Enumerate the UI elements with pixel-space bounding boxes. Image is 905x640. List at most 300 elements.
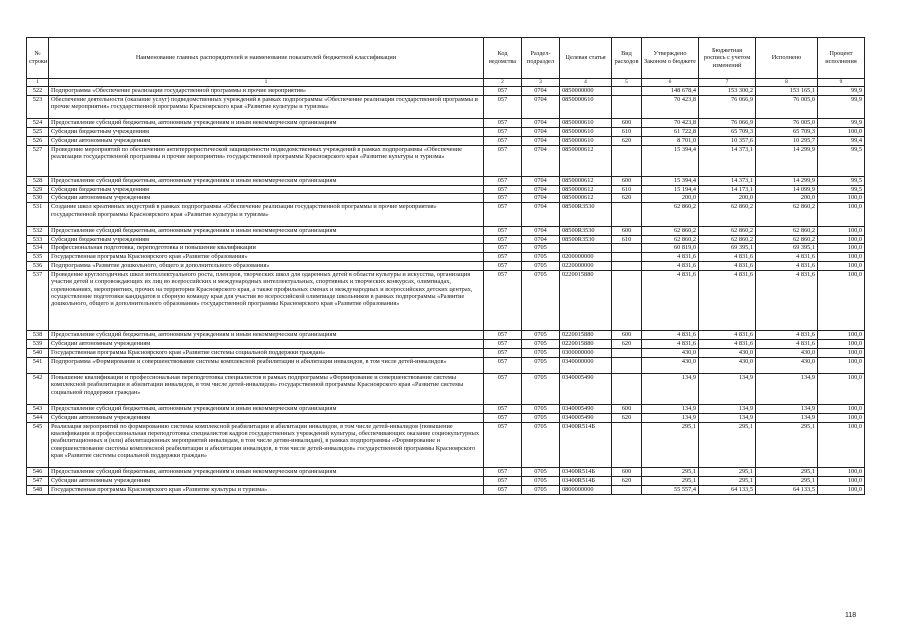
table-row — [27, 331, 865, 340]
approved-amount-cell: 295,1 — [642, 468, 699, 477]
expense-kind-cell — [612, 422, 642, 468]
expense-kind-cell: 600 — [612, 226, 642, 235]
target-article-cell: 08500R3530 — [560, 203, 612, 227]
expense-kind-cell — [612, 373, 642, 404]
expense-kind-cell: 600 — [612, 119, 642, 128]
expense-kind-cell — [612, 95, 642, 119]
percent-cell: 100,0 — [818, 413, 865, 422]
row-number-cell: 547 — [27, 477, 49, 486]
percent-cell: 100,0 — [818, 357, 865, 373]
section-cell: 0705 — [522, 404, 560, 413]
table-row — [27, 348, 865, 357]
table-row — [27, 373, 865, 404]
column-index-row — [27, 79, 865, 87]
table-header-row — [27, 38, 865, 79]
column-index-cell: 1 — [49, 79, 484, 87]
executed-amount-cell: 4 831,6 — [756, 331, 818, 340]
approved-amount-cell: 55 557,4 — [642, 485, 699, 494]
approved-amount-cell: 60 819,0 — [642, 244, 699, 253]
executed-amount-cell: 295,1 — [756, 422, 818, 468]
section-cell: 0705 — [522, 373, 560, 404]
table-row — [27, 244, 865, 253]
percent-cell: 100,0 — [818, 261, 865, 270]
table-row — [27, 468, 865, 477]
approved-amount-cell: 4 831,6 — [642, 331, 699, 340]
table-row — [27, 253, 865, 262]
row-number-cell: 537 — [27, 270, 49, 331]
target-article-cell: 0850000612 — [560, 145, 612, 176]
expense-kind-cell — [612, 145, 642, 176]
executed-amount-cell: 4 831,6 — [756, 261, 818, 270]
dept-code-cell: 057 — [484, 235, 522, 244]
approved-amount-cell: 134,9 — [642, 404, 699, 413]
row-number-cell: 529 — [27, 185, 49, 194]
budget-amount-cell: 10 357,6 — [699, 136, 756, 145]
expense-kind-cell: 620 — [612, 413, 642, 422]
item-name-cell: Подпрограмма «Обеспечение реализации государственной программы и прочие мероприятия» — [49, 87, 484, 96]
executed-amount-cell: 62 860,2 — [756, 226, 818, 235]
section-cell: 0704 — [522, 235, 560, 244]
approved-amount-cell: 295,1 — [642, 477, 699, 486]
row-number-cell: 532 — [27, 226, 49, 235]
target-article-cell: 08500R3530 — [560, 226, 612, 235]
expense-kind-cell: 600 — [612, 331, 642, 340]
table-row — [27, 340, 865, 349]
expense-kind-cell — [612, 244, 642, 253]
dept-code-cell: 057 — [484, 203, 522, 227]
dept-code-cell: 057 — [484, 357, 522, 373]
budget-amount-cell: 4 831,6 — [699, 340, 756, 349]
budget-amount-cell: 76 066,9 — [699, 119, 756, 128]
section-cell: 0705 — [522, 261, 560, 270]
dept-code-cell: 057 — [484, 404, 522, 413]
header-approved: Утверждено Законом о бюджете — [642, 38, 699, 79]
expense-kind-cell — [612, 261, 642, 270]
item-name-cell: Подпрограмма «Формирование и совершенствование системы комплексной реабилитации и абилитации инвалидов, в том числе детей-инвалидов» — [49, 357, 484, 373]
budget-amount-cell: 14 373,1 — [699, 145, 756, 176]
dept-code-cell: 057 — [484, 119, 522, 128]
percent-cell: 100,0 — [818, 373, 865, 404]
expense-kind-cell — [612, 357, 642, 373]
table-row — [27, 185, 865, 194]
approved-amount-cell: 134,9 — [642, 373, 699, 404]
column-index-cell: 1 — [27, 79, 49, 87]
item-name-cell: Субсидии бюджетным учреждениям — [49, 128, 484, 137]
budget-amount-cell: 134,9 — [699, 373, 756, 404]
executed-amount-cell: 134,9 — [756, 404, 818, 413]
budget-amount-cell: 134,9 — [699, 413, 756, 422]
dept-code-cell: 057 — [484, 477, 522, 486]
row-number-cell: 546 — [27, 468, 49, 477]
row-number-cell: 527 — [27, 145, 49, 176]
executed-amount-cell: 430,0 — [756, 357, 818, 373]
approved-amount-cell: 70 423,8 — [642, 95, 699, 119]
target-article-cell: 0300000000 — [560, 348, 612, 357]
percent-cell: 100,0 — [818, 340, 865, 349]
section-cell: 0704 — [522, 185, 560, 194]
target-article-cell: 0850000612 — [560, 185, 612, 194]
budget-amount-cell: 69 395,1 — [699, 244, 756, 253]
dept-code-cell: 057 — [484, 485, 522, 494]
section-cell: 0705 — [522, 468, 560, 477]
executed-amount-cell: 64 133,5 — [756, 485, 818, 494]
expense-kind-cell — [612, 253, 642, 262]
executed-amount-cell: 14 299,9 — [756, 176, 818, 185]
column-index-cell: 4 — [560, 79, 612, 87]
executed-amount-cell: 14 299,9 — [756, 145, 818, 176]
dept-code-cell: 057 — [484, 270, 522, 331]
section-cell: 0705 — [522, 357, 560, 373]
expense-kind-cell: 600 — [612, 404, 642, 413]
column-index-cell: 6 — [642, 79, 699, 87]
section-cell: 0705 — [522, 244, 560, 253]
dept-code-cell: 057 — [484, 413, 522, 422]
item-name-cell: Субсидии автономным учреждениям — [49, 413, 484, 422]
executed-amount-cell: 76 005,0 — [756, 95, 818, 119]
table-row — [27, 136, 865, 145]
percent-cell: 99,4 — [818, 136, 865, 145]
table-row — [27, 203, 865, 227]
item-name-cell: Повышение квалификации и профессиональная переподготовка специалистов в рамках подпрограммы «Формирование и совершенствование системы комплексной реабилитации и абилитации инвалидов, в том числе детей-инвалидов» государственной программы Красноярского края «Развитие системы социальной поддержки граждан» — [49, 373, 484, 404]
executed-amount-cell: 153 165,1 — [756, 87, 818, 96]
approved-amount-cell: 430,0 — [642, 357, 699, 373]
page-number: 118 — [845, 612, 857, 619]
expense-kind-cell: 600 — [612, 468, 642, 477]
section-cell: 0705 — [522, 270, 560, 331]
dept-code-cell: 057 — [484, 226, 522, 235]
budget-amount-cell: 76 066,9 — [699, 95, 756, 119]
target-article-cell: 0220015880 — [560, 331, 612, 340]
expense-kind-cell: 620 — [612, 194, 642, 203]
target-article-cell: 03400R514Б — [560, 468, 612, 477]
item-name-cell: Обеспечение деятельности (оказание услуг) подведомственных учреждений в рамках подпрограммы «Обеспечение реализации государственной программы и прочие мероприятия» государственной программы Красноярского края «Развитие культуры и туризма» — [49, 95, 484, 119]
table-row — [27, 270, 865, 331]
item-name-cell: Государственная программа Красноярского края «Развитие культуры и туризма» — [49, 485, 484, 494]
budget-table — [26, 37, 865, 495]
dept-code-cell: 057 — [484, 185, 522, 194]
section-cell: 0705 — [522, 253, 560, 262]
approved-amount-cell: 8 701,0 — [642, 136, 699, 145]
budget-amount-cell: 62 860,2 — [699, 203, 756, 227]
dept-code-cell: 057 — [484, 331, 522, 340]
table-row — [27, 194, 865, 203]
target-article-cell: 0800000000 — [560, 485, 612, 494]
percent-cell: 100,0 — [818, 477, 865, 486]
section-cell: 0705 — [522, 340, 560, 349]
executed-amount-cell: 430,0 — [756, 348, 818, 357]
budget-amount-cell: 430,0 — [699, 348, 756, 357]
dept-code-cell: 057 — [484, 253, 522, 262]
executed-amount-cell: 10 295,7 — [756, 136, 818, 145]
executed-amount-cell: 134,9 — [756, 413, 818, 422]
percent-cell: 100,0 — [818, 235, 865, 244]
row-number-cell: 528 — [27, 176, 49, 185]
executed-amount-cell: 295,1 — [756, 477, 818, 486]
budget-amount-cell: 430,0 — [699, 357, 756, 373]
approved-amount-cell: 295,1 — [642, 422, 699, 468]
column-index-cell: 2 — [484, 79, 522, 87]
row-number-cell: 538 — [27, 331, 49, 340]
row-number-cell: 526 — [27, 136, 49, 145]
approved-amount-cell: 62 860,2 — [642, 226, 699, 235]
executed-amount-cell: 4 831,6 — [756, 253, 818, 262]
column-index-cell: 7 — [699, 79, 756, 87]
target-article-cell: 0200000000 — [560, 253, 612, 262]
expense-kind-cell: 610 — [612, 235, 642, 244]
section-cell: 0705 — [522, 413, 560, 422]
target-article-cell: 0220000000 — [560, 261, 612, 270]
budget-amount-cell: 4 831,6 — [699, 331, 756, 340]
target-article-cell: 0340005490 — [560, 413, 612, 422]
executed-amount-cell: 14 099,9 — [756, 185, 818, 194]
percent-cell: 100,0 — [818, 348, 865, 357]
table-row — [27, 226, 865, 235]
table-row — [27, 119, 865, 128]
section-cell: 0704 — [522, 95, 560, 119]
target-article-cell: 0850000610 — [560, 128, 612, 137]
approved-amount-cell: 61 722,8 — [642, 128, 699, 137]
dept-code-cell: 057 — [484, 176, 522, 185]
header-target-article: Целевая статья — [560, 38, 612, 79]
dept-code-cell: 057 — [484, 340, 522, 349]
approved-amount-cell: 15 394,4 — [642, 176, 699, 185]
expense-kind-cell: 620 — [612, 477, 642, 486]
table-body — [27, 87, 865, 495]
percent-cell: 99,5 — [818, 176, 865, 185]
target-article-cell: 0850000610 — [560, 136, 612, 145]
item-name-cell: Субсидии автономным учреждениям — [49, 194, 484, 203]
percent-cell: 100,0 — [818, 331, 865, 340]
percent-cell: 100,0 — [818, 422, 865, 468]
header-executed: Исполнено — [756, 38, 818, 79]
table-row — [27, 357, 865, 373]
target-article-cell — [560, 244, 612, 253]
row-number-cell: 535 — [27, 253, 49, 262]
item-name-cell: Предоставление субсидий бюджетным, автономным учреждениям и иным некоммерческим организациям — [49, 119, 484, 128]
target-article-cell: 0340000000 — [560, 357, 612, 373]
section-cell: 0704 — [522, 176, 560, 185]
section-cell: 0704 — [522, 119, 560, 128]
expense-kind-cell — [612, 203, 642, 227]
row-number-cell: 534 — [27, 244, 49, 253]
table-row — [27, 485, 865, 494]
budget-amount-cell: 64 133,5 — [699, 485, 756, 494]
percent-cell: 100,0 — [818, 485, 865, 494]
target-article-cell: 0850000610 — [560, 119, 612, 128]
executed-amount-cell: 65 709,3 — [756, 128, 818, 137]
expense-kind-cell — [612, 87, 642, 96]
target-article-cell: 0340005490 — [560, 404, 612, 413]
dept-code-cell: 057 — [484, 194, 522, 203]
column-index-cell: 3 — [522, 79, 560, 87]
target-article-cell: 0850000610 — [560, 95, 612, 119]
executed-amount-cell: 62 860,2 — [756, 235, 818, 244]
row-number-cell: 524 — [27, 119, 49, 128]
item-name-cell: Государственная программа Красноярского края «Развитие образования» — [49, 253, 484, 262]
dept-code-cell: 057 — [484, 95, 522, 119]
target-article-cell: 03400R514Б — [560, 477, 612, 486]
dept-code-cell: 057 — [484, 87, 522, 96]
approved-amount-cell: 430,0 — [642, 348, 699, 357]
budget-amount-cell: 4 831,6 — [699, 261, 756, 270]
table-row — [27, 128, 865, 137]
section-cell: 0705 — [522, 422, 560, 468]
row-number-cell: 548 — [27, 485, 49, 494]
section-cell: 0704 — [522, 203, 560, 227]
row-number-cell: 531 — [27, 203, 49, 227]
budget-amount-cell: 153 300,2 — [699, 87, 756, 96]
dept-code-cell: 057 — [484, 136, 522, 145]
executed-amount-cell: 76 005,0 — [756, 119, 818, 128]
approved-amount-cell: 15 194,4 — [642, 185, 699, 194]
column-index-cell: 9 — [818, 79, 865, 87]
table-row — [27, 261, 865, 270]
target-article-cell: 0220015880 — [560, 340, 612, 349]
budget-amount-cell: 200,0 — [699, 194, 756, 203]
percent-cell: 99,9 — [818, 95, 865, 119]
item-name-cell: Предоставление субсидий бюджетным, автономным учреждениям и иным некоммерческим организациям — [49, 331, 484, 340]
budget-amount-cell: 62 860,2 — [699, 226, 756, 235]
expense-kind-cell: 600 — [612, 176, 642, 185]
header-expense-kind: Вид расходов — [612, 38, 642, 79]
item-name-cell: Подпрограмма «Развитие дошкольного, общего и дополнительного образования» — [49, 261, 484, 270]
percent-cell: 100,0 — [818, 253, 865, 262]
section-cell: 0704 — [522, 87, 560, 96]
target-article-cell: 03400R514Б — [560, 422, 612, 468]
approved-amount-cell: 15 394,4 — [642, 145, 699, 176]
item-name-cell: Предоставление субсидий бюджетным, автономным учреждениям и иным некоммерческим организациям — [49, 404, 484, 413]
item-name-cell: Субсидии автономным учреждениям — [49, 340, 484, 349]
header-name: Наименование главных распорядителей и наименование показателей бюджетной классификации — [49, 38, 484, 79]
executed-amount-cell: 4 831,6 — [756, 270, 818, 331]
percent-cell: 100,0 — [818, 404, 865, 413]
target-article-cell: 0340005490 — [560, 373, 612, 404]
dept-code-cell: 057 — [484, 422, 522, 468]
expense-kind-cell — [612, 485, 642, 494]
budget-amount-cell: 62 860,2 — [699, 235, 756, 244]
table-row — [27, 422, 865, 468]
approved-amount-cell: 62 860,2 — [642, 235, 699, 244]
budget-amount-cell: 295,1 — [699, 468, 756, 477]
budget-amount-cell: 65 709,3 — [699, 128, 756, 137]
section-cell: 0705 — [522, 485, 560, 494]
expense-kind-cell: 620 — [612, 340, 642, 349]
row-number-cell: 539 — [27, 340, 49, 349]
approved-amount-cell: 4 831,6 — [642, 270, 699, 331]
section-cell: 0705 — [522, 331, 560, 340]
row-number-cell: 541 — [27, 357, 49, 373]
expense-kind-cell: 620 — [612, 136, 642, 145]
executed-amount-cell: 295,1 — [756, 468, 818, 477]
percent-cell: 100,0 — [818, 128, 865, 137]
approved-amount-cell: 200,0 — [642, 194, 699, 203]
item-name-cell: Предоставление субсидий бюджетным, автономным учреждениям и иным некоммерческим организациям — [49, 226, 484, 235]
percent-cell: 99,5 — [818, 185, 865, 194]
row-number-cell: 530 — [27, 194, 49, 203]
row-number-cell: 544 — [27, 413, 49, 422]
header-dept-code: Код ведомства — [484, 38, 522, 79]
executed-amount-cell: 69 395,1 — [756, 244, 818, 253]
table-row — [27, 176, 865, 185]
dept-code-cell: 057 — [484, 261, 522, 270]
row-number-cell: 540 — [27, 348, 49, 357]
percent-cell: 99,9 — [818, 119, 865, 128]
executed-amount-cell: 134,9 — [756, 373, 818, 404]
header-percent: Процент исполнения — [818, 38, 865, 79]
target-article-cell: 0850000612 — [560, 176, 612, 185]
row-number-cell: 533 — [27, 235, 49, 244]
header-section: Раздел-подраздел — [522, 38, 560, 79]
approved-amount-cell: 148 678,4 — [642, 87, 699, 96]
section-cell: 0705 — [522, 348, 560, 357]
item-name-cell: Проведение мероприятий по обеспечению антитеррористической защищенности подведомственных учреждений в рамках подпрограммы «Обеспечение реализации государственной программы и прочие мероприятия» государственной программы Красноярского края «Развитие культуры и туризма» — [49, 145, 484, 176]
budget-amount-cell: 295,1 — [699, 477, 756, 486]
approved-amount-cell: 134,9 — [642, 413, 699, 422]
expense-kind-cell — [612, 348, 642, 357]
row-number-cell: 545 — [27, 422, 49, 468]
target-article-cell: 08500R3530 — [560, 235, 612, 244]
row-number-cell: 542 — [27, 373, 49, 404]
row-number-cell: 523 — [27, 95, 49, 119]
executed-amount-cell: 4 831,6 — [756, 340, 818, 349]
header-budget-schedule: Бюджетная роспись с учетом изменений — [699, 38, 756, 79]
table-row — [27, 235, 865, 244]
percent-cell: 99,5 — [818, 145, 865, 176]
row-number-cell: 522 — [27, 87, 49, 96]
budget-amount-cell: 4 831,6 — [699, 270, 756, 331]
item-name-cell: Профессиональная подготовка, переподготовка и повышение квалификации — [49, 244, 484, 253]
row-number-cell: 525 — [27, 128, 49, 137]
dept-code-cell: 057 — [484, 468, 522, 477]
expense-kind-cell — [612, 270, 642, 331]
percent-cell: 100,0 — [818, 203, 865, 227]
item-name-cell: Субсидии автономным учреждениям — [49, 136, 484, 145]
budget-amount-cell: 134,9 — [699, 404, 756, 413]
section-cell: 0704 — [522, 194, 560, 203]
item-name-cell: Субсидии бюджетным учреждениям — [49, 185, 484, 194]
percent-cell: 99,9 — [818, 87, 865, 96]
percent-cell: 100,0 — [818, 226, 865, 235]
item-name-cell: Предоставление субсидий бюджетным, автономным учреждениям и иным некоммерческим организациям — [49, 176, 484, 185]
table-row — [27, 95, 865, 119]
item-name-cell: Государственная программа Красноярского края «Развитие системы социальной поддержки граждан» — [49, 348, 484, 357]
section-cell: 0704 — [522, 226, 560, 235]
item-name-cell: Предоставление субсидий бюджетным, автономным учреждениям и иным некоммерческим организациям — [49, 468, 484, 477]
percent-cell: 100,0 — [818, 468, 865, 477]
table-row — [27, 87, 865, 96]
dept-code-cell: 057 — [484, 348, 522, 357]
budget-amount-cell: 14 173,1 — [699, 185, 756, 194]
header-row-number: № строки — [27, 38, 49, 79]
approved-amount-cell: 70 423,8 — [642, 119, 699, 128]
budget-amount-cell: 4 831,6 — [699, 253, 756, 262]
section-cell: 0704 — [522, 136, 560, 145]
target-article-cell: 0850000612 — [560, 194, 612, 203]
approved-amount-cell: 62 860,2 — [642, 203, 699, 227]
item-name-cell: Создание школ креативных индустрий в рамках подпрограммы «Обеспечение реализации государственной программы и прочие мероприятия» государственной программы Красноярского края «Развитие культуры и туризма» — [49, 203, 484, 227]
dept-code-cell: 057 — [484, 373, 522, 404]
section-cell: 0705 — [522, 477, 560, 486]
dept-code-cell: 057 — [484, 145, 522, 176]
approved-amount-cell: 4 831,6 — [642, 261, 699, 270]
executed-amount-cell: 200,0 — [756, 194, 818, 203]
percent-cell: 100,0 — [818, 194, 865, 203]
executed-amount-cell: 62 860,2 — [756, 203, 818, 227]
approved-amount-cell: 4 831,6 — [642, 253, 699, 262]
column-index-cell: 5 — [612, 79, 642, 87]
item-name-cell: Проведение круглогодичных школ интеллектуального роста, пленэров, творческих школ для одаренных детей в области культуры и искусства, организация участия детей и сопровождающих их лиц во всероссийских и международных интеллектуальных, спортивных и творческих конкурсах, олимпиадах, соревнованиях, мероприятиях, прочих на территории Красноярского края, а также профильных сменах и международных и всероссийских детских центрах, осуществление подготовки кандидатов в сборную команду края для участия во всероссийской олимпиаде школьников в рамках подпрограммы «Развитие дошкольного, общего и дополнительного образования» государственной программы Красноярского края «Развитие образования» — [49, 270, 484, 331]
budget-amount-cell: 14 373,1 — [699, 176, 756, 185]
